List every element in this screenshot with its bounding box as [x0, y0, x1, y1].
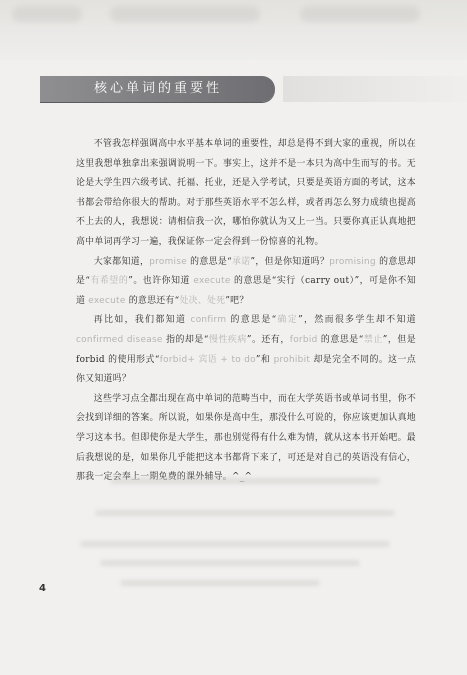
page-number: 4 [39, 583, 46, 594]
highlighted-term: 禁止 [363, 334, 383, 345]
text-run: ”。也许你知道 [128, 276, 194, 287]
bleed-smudge [110, 6, 260, 22]
bleed-line [110, 478, 380, 484]
text-run: 这些学习点全都出现在高中单词的范畴当中，而在大学英语书或单词书里，你不会找到详细的答案。所以说，如果你是高中生，那没什么可说的，你应该更加认真地学习这本书。但即使你是大学生，那也别觉得有什么难为情，就从这本书开始吧。最后我想说的是，如果你几乎能把这本书都背下来了，可还是对自己的英语没有信心，那我一定会奉上一期免费的课外辅导。^_^ [76, 393, 416, 483]
text-run: 不管我怎样强调高中水平基本单词的重要性，却总是得不到大家的重视，所以在这里我想单独拿出来强调说明一下。事实上，这并不是一本只为高中生而写的书。无论是大学生四六级考试、托福、托业，还是入学考试，只要是英语方面的考试，这本书都会带给你很大的帮助。对于那些英语水平不怎么样，或者再怎么努力成绩也提高不上去的人，我想说：请相信我一次，哪怕你就认为又上一当。只要你真正认真地把高中单词再学习一遍，我保证你一定会得到一份惊喜的礼物。 [76, 139, 416, 247]
text-run: 却是完全不同的。这一点你又知道吗？ [76, 354, 417, 385]
text-run: ”，但是你知道吗？ [250, 256, 330, 267]
text-run: 的意思是“ [187, 256, 232, 267]
bleed-line [100, 560, 360, 566]
text-run: ”和 [255, 354, 274, 365]
text-run: 大家都知道， [93, 256, 150, 267]
text-run: ”，但是 forbid 的使用形式“ [76, 334, 416, 365]
text-run: ”。还有， [246, 334, 290, 345]
highlighted-term: 有希望的 [90, 276, 129, 287]
text-run: 再比如，我们都知道 [93, 315, 191, 326]
highlighted-term: 承诺 [231, 256, 251, 267]
body-text [76, 135, 416, 488]
highlighted-term: forbid [289, 334, 318, 345]
highlighted-term: execute [88, 295, 126, 306]
bleed-line [95, 510, 395, 516]
highlighted-term: 慢性疾病 [208, 334, 247, 345]
bleed-smudge [12, 6, 82, 22]
text-run: ”，然而很多学生却不知道 [298, 315, 416, 326]
text-run: 的意思是“ [317, 334, 364, 345]
bleed-smudge [300, 6, 420, 22]
highlighted-term: confirmed disease [76, 334, 163, 345]
highlighted-term: forbid+ 宾语 + to do [159, 354, 256, 365]
text-run: 的意思是“ [226, 315, 277, 326]
highlighted-term: 确定 [276, 315, 299, 326]
highlighted-term: promising [329, 256, 376, 267]
bleed-line [120, 580, 320, 586]
body-paragraph [76, 135, 416, 253]
section-title: 核心单词的重要性 [94, 81, 223, 96]
text-run: 的意思是“实行（carry out）”，可是你不知道 [76, 276, 417, 306]
highlighted-term: prohibit [273, 354, 311, 365]
highlighted-term: promise [149, 256, 187, 267]
body-paragraph [76, 390, 416, 488]
text-run: ”吧？ [225, 295, 249, 306]
bleed-line [80, 541, 390, 547]
text-run: 的意思却是“ [76, 256, 416, 287]
text-run: 指的却是“ [162, 334, 209, 345]
highlighted-term: confirm [190, 315, 227, 326]
body-paragraph [76, 311, 416, 389]
highlighted-term: execute [193, 276, 231, 287]
body-paragraph [76, 253, 416, 312]
highlighted-term: 处决、处死 [179, 295, 226, 306]
text-run: 的意思还有“ [125, 295, 180, 306]
banner-fade [283, 76, 467, 102]
